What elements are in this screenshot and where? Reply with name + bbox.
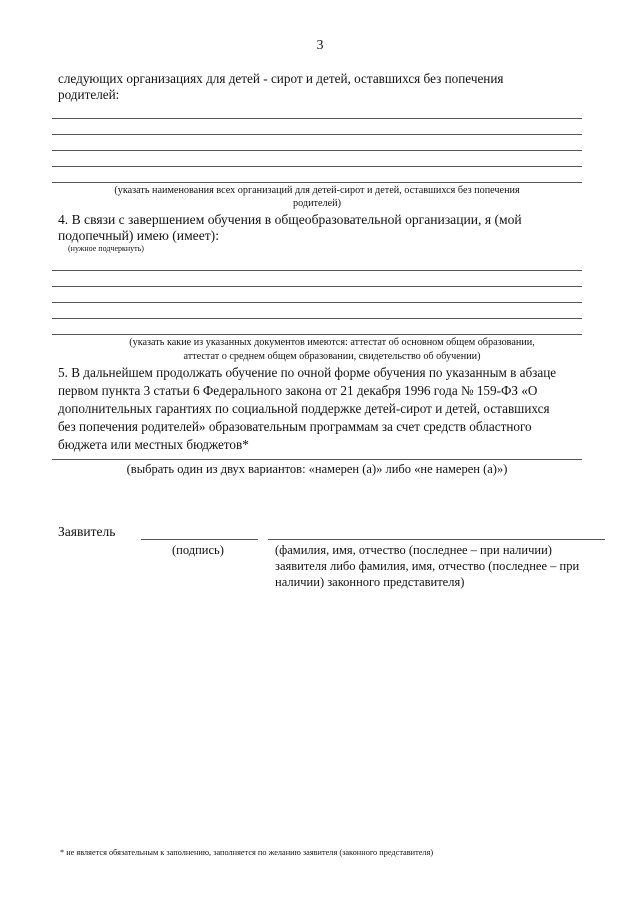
page-number: 3 [316,38,324,53]
section4-caption-line2: аттестат о среднем общем образовании, свидетельство об обучении) [183,351,481,362]
name-line[interactable] [268,539,605,540]
fill-line-1[interactable] [52,118,582,119]
fill-line-9[interactable] [52,318,582,319]
section5-line-2: первом пункта 3 статьи 6 Федерального закона от 21 декабря 1996 года № 159-ФЗ «О [58,383,538,398]
fill-line-5[interactable] [52,182,582,183]
fill-line-2[interactable] [52,134,582,135]
name-caption-line-3: наличии) законного представителя) [275,575,465,589]
section4-text-line1: 4. В связи с завершением обучения в общеобразовательной организации, я (мой [58,212,522,227]
fill-line-6[interactable] [52,270,582,271]
section3-text-line2: родителей: [58,87,120,102]
fill-line-4[interactable] [52,166,582,167]
section5-line-3: дополнительных гарантиях по социальной поддержке детей-сирот и детей, оставшихся [58,401,550,416]
section4-caption-line1: (указать какие из указанных документов имеются: аттестат об основном общем образовании, [129,337,535,348]
fill-line-3[interactable] [52,150,582,151]
section5-line-5: бюджета или местных бюджетов* [58,437,249,452]
fill-line-10[interactable] [52,334,582,335]
section3-caption-line1: (указать наименования всех организаций для детей-сирот и детей, оставшихся без попечения [114,185,520,196]
section3-caption-line2: родителей) [293,198,341,209]
section5-line-1: 5. В дальнейшем продолжать обучение по очной форме обучения по указанным в абзаце [58,365,557,380]
footnote: * не является обязательным к заполнению, заполняется по желанию заявителя (законного представителя) [60,848,434,857]
section4-hint: (нужное подчеркнуть) [68,244,144,253]
fill-line-7[interactable] [52,286,582,287]
signature-line[interactable] [141,539,258,540]
applicant-label: Заявитель [58,524,116,539]
signature-caption: (подпись) [172,543,224,557]
fill-line-8[interactable] [52,302,582,303]
fill-line-11[interactable] [52,459,582,460]
name-caption-line-1: (фамилия, имя, отчество (последнее – при наличии) [275,543,552,557]
section4-text-line2: подопечный) имею (имеет): [58,228,219,243]
section5-caption: (выбрать один из двух вариантов: «намерен (а)» либо «не намерен (а)») [126,462,508,476]
section3-text-line1: следующих организациях для детей - сирот и детей, оставшихся без попечения [58,71,504,86]
section5-line-4: без попечения родителей» образовательным программам за счет средств областного [58,419,532,434]
name-caption-line-2: заявителя либо фамилия, имя, отчество (последнее – при [275,559,580,573]
